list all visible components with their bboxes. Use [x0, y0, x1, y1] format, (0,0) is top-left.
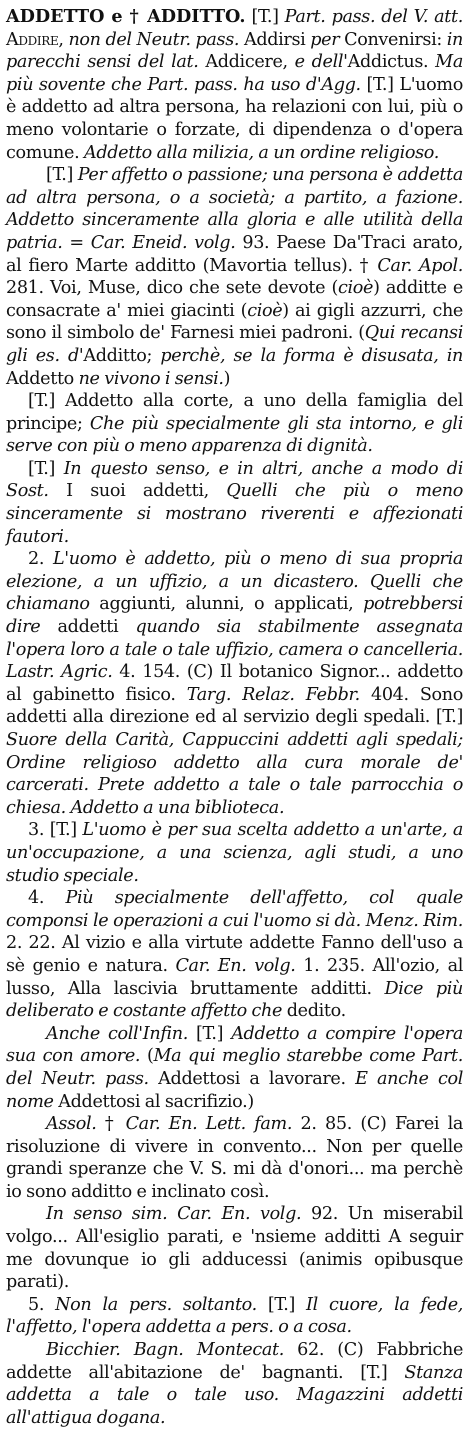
entry-paragraph — [6, 1203, 463, 1293]
verb-reference: Addire — [6, 29, 59, 50]
body-text: Addirsi — [239, 29, 311, 50]
body-text: I suoi addetti, — [48, 481, 227, 502]
body-text: 2. 85. (C) Farei la risoluzione di vivere in convento... Non per quelle grandi speranze che V. S. mi dà d'onori... ma perchè io sono additto e inclinato così. — [6, 1114, 463, 1202]
italic-text: Che più specialmente gli sta intorno, e gli serve con più o meno apparenza di dignità. — [6, 413, 463, 457]
body-text: aggiunti, alunni, o applicati, — [89, 594, 364, 615]
entry-paragraph — [6, 1113, 463, 1203]
italic-text: Ma qui meglio starebbe come Part. del Neutr. pass. — [6, 1046, 463, 1089]
italic-text: cioè — [338, 278, 374, 299]
body-text: ( — [140, 1046, 154, 1067]
italic-text: Bicchier. Bagn. Montecat. — [46, 1340, 284, 1361]
entry-paragraph — [6, 548, 463, 819]
body-text: 3. [T.] — [28, 820, 83, 841]
body-text: Addettosi al sacrifizio.) — [53, 1091, 254, 1112]
entry-paragraph — [6, 819, 463, 887]
italic-text: L'uomo è addetto, più o meno di sua propria elezione, a un uffizio, a un dicastero. Quelli che chiamano — [6, 549, 463, 615]
body-text: [T.] — [28, 458, 64, 479]
body-text: † — [96, 1114, 126, 1135]
entry-paragraph — [6, 458, 463, 548]
italic-text: Part. pass. del V. att. — [284, 7, 463, 27]
body-text: ) — [223, 368, 231, 389]
italic-text: In questo senso, e in altri, anche a modo di Sost. — [6, 458, 464, 502]
body-text: ) ai gigli azzurri, che sono il simbolo de' Farnesi miei padroni. ( — [6, 300, 463, 344]
italic-text: Car. En. volg. — [175, 955, 296, 976]
italic-text: Anche coll'Infin. — [46, 1023, 188, 1044]
italic-text: e dell' — [294, 52, 348, 73]
body-text: 1. 235. All'ozio, al lusso, Alla lascivia bruttamente additti. — [6, 955, 463, 999]
body-text: 2. 22. Al vizio e alla virtute addette Fanno dell'uso a sè genio e natura. — [6, 933, 463, 976]
body-text: 2. — [28, 549, 53, 570]
italic-text: Più specialmente dell'affetto, col quale componsi le operazioni a cui l'uomo si dà. Menz. Rim. — [6, 888, 463, 931]
body-text: 4. 154. (C) Il botanico Signor... addetto al gabinetto fisico. — [6, 662, 463, 705]
italic-text: ne vivono i sensi. — [78, 368, 224, 389]
body-text: 92. Un miserabil volgo... All'esiglio parati, e 'nsieme additti A seguir me dovunque io gli adducessi (animis opibusque parati). — [6, 1204, 463, 1293]
italic-text: Car. Eneid. volg. — [90, 232, 236, 253]
entry-paragraph — [6, 1023, 463, 1113]
body-text: 62. (C) Fabbriche addette all'abitazione de' bagnanti. [T.] — [6, 1340, 464, 1383]
italic-text: Qui recansi gli es. d' — [6, 323, 463, 366]
italic-text: Addetto alla milizia, a un ordine religioso. — [84, 142, 439, 163]
headword: ADDETTO e † ADDITTO. — [6, 6, 246, 27]
body-text: addetti — [40, 617, 136, 638]
body-text: , — [58, 29, 69, 50]
italic-text: Il cuore, la fede, l'affetto, l'opera addetta a pers. o a cosa. — [6, 1294, 463, 1338]
body-text: = — [62, 232, 91, 253]
italic-text: L'uomo è per sua scelta addetto a un'arte, a un'occupazione, a una scienza, agli studi, a uno studio speciale. — [6, 820, 463, 886]
body-text: [T.] — [245, 7, 285, 27]
italic-text: Non la pers. soltanto. — [55, 1294, 257, 1315]
entry-paragraph — [6, 1294, 463, 1339]
body-text: Addicere, — [198, 52, 295, 73]
italic-text: non del Neutr. pass. — [68, 29, 240, 50]
italic-text: Suore della Carità, Cappuccini addetti agli spedali; Ordine religioso addetto alla cura morale de' carcerati. Prete addetto a tale o tale parrocchia o chiesa. Addetto a una biblioteca. — [6, 730, 463, 818]
body-text: 281. Voi, Muse, dico che sete devote ( — [6, 278, 339, 299]
italic-text: in parecchi sensi del lat. — [6, 29, 464, 73]
italic-text: Targ. Relaz. Febbr. — [186, 684, 360, 705]
body-text: 4. — [28, 888, 66, 909]
italic-text: potrebbersi dire — [6, 594, 463, 638]
body-text: Convenirsi: — [339, 29, 447, 50]
body-text: [T.] — [46, 165, 78, 186]
italic-text: Assol. — [46, 1114, 97, 1135]
italic-text: Ma più sovente che Part. pass. ha uso d'Agg. — [6, 52, 463, 95]
body-text: [T.] L'uomo è addetto ad altra persona, ha relazioni con lui, più o meno volontarie o forzate, di dipendenza o d'opera comune. — [6, 74, 463, 163]
body-text: 93. Paese Da'Traci arato, al fiero Marte additto (Mavortia tellus). † — [6, 232, 464, 276]
entry-paragraph — [6, 6, 463, 164]
entry-paragraph — [6, 164, 463, 390]
body-text: [T.] — [256, 1294, 307, 1315]
italic-text: Stanza addetta a tale o tale uso. Magazzini addetti all'attigua dogana. — [6, 1362, 463, 1428]
body-text: Addictus. — [347, 52, 436, 73]
body-text: 404. Sono addetti alla direzione ed al servizio degli spedali. [T.] — [6, 684, 463, 728]
italic-text: quando sia stabilmente assegnata l'opera loro a tale o tale uffizio, camera o cancelleria. Lastr. Agric. — [6, 617, 463, 683]
body-text: 5. — [28, 1294, 56, 1315]
italic-text: E anche col nome — [6, 1068, 463, 1112]
body-text: [T.] Addetto alla corte, a uno della famiglia del principe; — [6, 391, 463, 434]
body-text: Additto; — [83, 345, 161, 366]
italic-text: Per affetto o passione; una persona è addetta ad altra persona, o a società; a partito, a fazione. Addetto sinceramente alla gloria e alle utilità della patria. — [6, 165, 463, 253]
entry-paragraph — [6, 1339, 463, 1429]
body-text: Addetto — [6, 368, 79, 389]
italic-text: cioè — [247, 300, 283, 321]
dictionary-entry-addetto — [6, 6, 463, 1429]
entry-paragraph — [6, 887, 463, 1023]
italic-text: Car. Apol. — [377, 255, 463, 276]
italic-text: Dice più deliberato e costante affetto che — [6, 978, 463, 1022]
italic-text: Addetto a compire l'opera sua con amore. — [6, 1023, 464, 1067]
italic-text: Car. En. Lett. fam. — [125, 1114, 293, 1135]
entry-paragraph — [6, 390, 463, 458]
body-text: dedito. — [282, 1001, 346, 1022]
body-text: [T.] — [187, 1023, 232, 1044]
italic-text: In senso sim. Car. En. volg. — [46, 1204, 302, 1225]
body-text: Addettosi a lavorare. — [148, 1068, 356, 1089]
italic-text: per — [310, 29, 340, 50]
italic-text: Quelli che più o meno sinceramente si mostrano riverenti e affezionati fautori. — [6, 481, 463, 547]
italic-text: perchè, se la forma è disusata, in — [160, 345, 463, 366]
body-text: ) additte e consacrate a' miei giacinti ( — [6, 278, 463, 321]
